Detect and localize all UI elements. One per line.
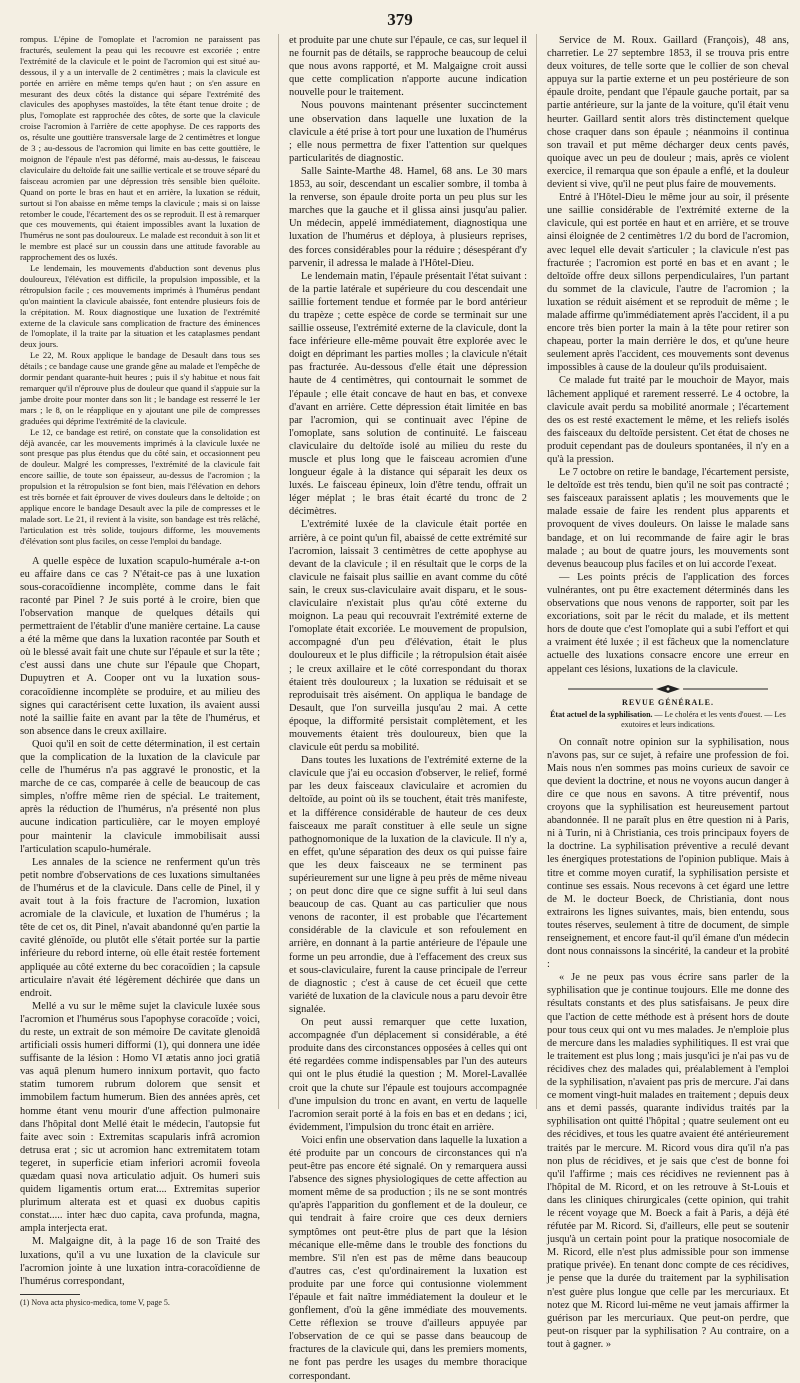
paragraph: Ce malade fut traité par le mouchoir de Mayor, mais lâchement appliqué et rarement resserré. Le 4 octobre, la clavicule avait perdu sa mobilité anormale ; l'écartement des os est resté exactement le même, et les reliefs isolés des faisceaux du deltoïde persistent. Cet état de choses ne produit cependant pas de douleurs spontanées, il n'y en a qu'à la pression. [547, 375, 789, 465]
paragraph: Dans toutes les luxations de l'extrémité externe de la clavicule que j'ai eu occasion d'observer, le relief, formé par les deux faisceaux claviculaire et acromien du deltoïde, au point où ils se touchent, était très manifeste, et la différence considérable de hauteur de ces deux faisceaux me paraît constituer à elle seule un signe pathognomonique de la luxation de la clavicule. Il n'y a, en effet, qu'une séparation des deux os qui puisse faire que les deux faisceaux ne se terminent pas supérieurement sur une ligne à peu près de même niveau ; on peut donc dire que ce signe suffit à lui seul dans beaucoup de cas. Quant au cas particulier que nous venons de raconter, il est probable que l'écartement considérable de la clavicule et son refoulement en arrière, en donnant à la partie antérieure de l'épaule une forme un peu arrondie, due à l'effacement des creux sus et sous-claviculaire, furent la cause principale de l'erreur de diagnostic ; c'est à cause de cet écueil que cette variété de luxation de la clavicule nous a paru devoir être signalée. [289, 755, 527, 1015]
footnote: (1) Nova acta physico-medica, tome V, page 5. [20, 1297, 170, 1307]
paragraph: Les annales de la science ne renferment qu'un très petit nombre d'observations de ces luxations simultanées de l'humérus et de la clavicule. Dans celle de Pinel, il y avait tout à la fois fracture de l'acromion, luxation acromiale de la clavicule, et luxation de l'humérus ; la tête de cet os, dit Pinel, n'avait abandonné qu'en partie la cavité glénoïde, ou plutôt elle s'était portée sur la partie inférieure du rebord interne, où elle était restée fortement appliquée au côté externe du bec coracoïdien ; la capsule articulaire n'avait été légèrement déchirée que dans un endroit. [20, 856, 260, 999]
paragraph: On connaît notre opinion sur la syphilisation, nous n'avons pas, sur ce sujet, à refaire une profession de foi. Mais nous n'en sommes pas moins curieux de savoir ce que devient la doctrine, et nous ne voyons aucun danger à dire ce que nous en savons. A titre préventif, nous croyons que la syphilisation est heureusement partout abandonnée. Il ne paraît plus en être question ni à Paris, ni à Turin, ni à Christiania, ces trois principaux foyers de la doctrine. La syphilisation préventive a reculé devant les énergiques protestations de l'opinion publique. Mais à titre et comme moyen curatif, la syphilisation persiste et continue ses essais. Nous recevons à cet égard une lettre de M. le docteur Boeck, de Christiania, dont nous extrairons les lignes suivantes, mais, bien entendu, sous toutes réserves, seulement à titre de document, de simple renseignement, et encore faut-il qu'il émane d'un médecin dont nous connaissons la sincérité, la candeur et la probité : [547, 736, 789, 971]
paragraph: Entré à l'Hôtel-Dieu le même jour au soir, il présente une saillie considérable de l'extrémité externe de la clavicule, qui est portée en haut et en arrière, et se trouve ainsi éloignée de 2 centimètres 1/2 du bord de l'acromion, avec lequel elle devait s'articuler ; la clavicule n'est pas fracturée ; l'acromion est porté en bas et en avant ; le deltoïde offre deux sillons perpendiculaires, l'un partant du sommet de la clavicule, l'autre de l'acromion ; la luxation se réduit aisément et se reproduit de même ; le malade affirme qu'immédiatement après l'accident, il a pu encore très bien porter la main à la tête pour retirer son chapeau, porter la main derrière le dos, et qu'une heure seulement après l'accident, ces mouvements sont devenus impossibles à cause de la douleur qu'ils produisaient. [547, 192, 789, 374]
right-text [547, 34, 789, 676]
ornamental-divider [547, 684, 789, 694]
paragraph: L'extrémité luxée de la clavicule était portée en arrière, à ce point qu'un fil, abaissé de cette extrémité sur l'acromion, laissait 3 centimètres de cette apophyse au devant de la clavicule ; il en résultait que le corps de la clavicule ne faisait plus saillie en avant comme du côté sain, le creux sus-claviculaire avait disparu, et le sous-claviculaire n'existait plus qu'au côté externe du moignon. La peau qui recouvrait l'extrémité externe de l'omoplate était excoriée. Le mouvement de propulsion, accompagné d'un peu d'élévation, était le plus douloureux et le plus difficile ; la rétropulsion était aisée ; le creux axillaire et le côté correspondant du thorax étaient très douloureux ; la luxation se réduisait et se reproduisait très aisément. On appliqua le bandage de Desault, que l'on surveilla jusqu'au 2 mai. A cette époque, la difformité persistait complètement, et les mouvements étaient très douloureux, bien que la clavicule eût perdu sa mobilité. [289, 519, 527, 754]
paragraph: rompus. L'épine de l'omoplate et l'acromion ne paraissent pas fracturés, seulement la peau qui les recouvre est excoriée ; entre l'extrémité de la clavicule et le point de l'acromion qui est situé au-dessous, il y a un intervalle de 2 centimètres ; mais la clavicule est portée en arrière en même temps qu'en haut ; on s'en assure en mesurant des deux côtés la distance qui sépare l'extrémité des clavicules des apophyses mastoïdes, la tête étant tenue droite ; de plus, l'omoplate est rapprochée des côtes, de sorte que la clavicule croise l'acromion à l'arrière de cette apophyse. De ces rapports des os, résulte une gouttière transversale large de 2 centimètres et longue de 3 ; au-dessous de l'acromion qui limite en bas cette gouttière, le moignon de l'épaule n'est pas déformé, mais au-dessus, le faisceau claviculaire du deltoïde fait une saillie verticale et se trouve séparé du faisceau acromien par une dépression très sensible bien quéloite. Quand on porte le bras en haut et en arrière, la luxation se réduit, surtout si l'on abaisse en même temps la clavicule ; mais si on laisse retomber le coude, l'écartement des os se reproduit. Il est à remarquer que ces mouvements, qui étaient impossibles avant la luxation de l'humérus ne sont pas douloureux. Le malade est reconduit à son lit et le membre est placé sur un coussin dans une attitude favorable au rapprochement des os luxés. [20, 34, 260, 263]
paragraph: On peut aussi remarquer que cette luxation, accompagnée d'un déplacement si considérable, a été produite dans des circonstances opposées à celles qui ont été regardées comme indispensables par l'un des auteurs qui ont le plus étudié la question ; M. Morel-Lavallée croit que la chute sur l'épaule est toujours accompagnée d'une impulsion du tronc en avant, en vertu de laquelle l'acromion serait porté à la fois en bas et en dedans ; ici, évidemment, l'impulsion du tronc était en arrière. [289, 1017, 527, 1133]
paragraph: Nous pouvons maintenant présenter succinctement une observation dans laquelle une luxation de la clavicule a été prise à tort pour une luxation de l'humérus ; elle nous permettra de fixer l'attention sur quelques particularités de diagnostic. [289, 100, 527, 164]
subtitle-rest: — Le choléra et les vents d'ouest. — Les exutoires et leurs indications. [621, 709, 786, 729]
paragraph: Le 7 octobre on retire le bandage, l'écartement persiste, le deltoïde est très tendu, bien qu'il ne soit pas contracté ; ses faisceaux paraissent aplatis ; les mouvements que le malade essaie de faire les rendent plus apparents et provoquent de vives douleurs. On laisse le malade sans bandage, et on lui recommande de faire agir le bras malade ; au bout de quatre jours, les mouvements sont devenus beaucoup plus faciles et on lui accorde l'exeat. [547, 467, 789, 570]
middle-text [289, 34, 527, 1383]
ornament-rule-icon [568, 684, 768, 694]
paragraph: Salle Sainte-Marthe 48. Hamel, 68 ans. Le 30 mars 1853, au soir, descendant un escalier sombre, il tomba à la renverse, son épaule droite porta un peu plus sur les marches que la gauche et il glissa ainsi jusqu'au palier. Un médecin, appelé immédiatement, diagnostiqua une luxation de l'humérus et déploya, à plusieurs reprises, des forces considérables pour la réduire ; désespérant d'y parvenir, il adressa le malade à l'Hôtel-Dieu. [289, 165, 527, 269]
discussion-text [20, 555, 260, 1288]
paragraph: — Les points précis de l'application des forces vulnérantes, ont pu être exactement déterminés dans les observations que nous venons de rapporter, soit par les excoriations, soit par le récit du malade, et ils mettent hors de doute que c'est l'omoplate qui a subi l'effort et qui a vraiment été luxée ; il est fâcheux que la nomenclature actuelle des luxations consacre encore une erreur en appelant ces lésions, luxations de la clavicule. [547, 571, 789, 675]
paragraph: Quoi qu'il en soit de cette détermination, il est certain que la complication de la luxation de la clavicule par celle de l'humérus n'a pas aggravé le pronostic, et la marche de ce cas, comparée à celle de beaucoup de cas simples, n'offre même rien de spécial. Le traitement, après la réduction de l'humérus, n'a présenté non plus aucune indication particulière, car le moyen employé pour maintenir la clavicule immobilisait aussi l'articulation scapulo-humérale. [20, 738, 260, 855]
paragraph: Le 22, M. Roux applique le bandage de Desault dans tous ses détails ; ce bandage cause une grande gêne au malade et l'empêche de dormir pendant quarante-huit heures ; puis il s'y habitue et nous fait remarquer qu'il n'éprouve plus de douleur que quand il s'appuie sur la jambe droite pour monter dans son lit ; le bandage est resserré le 1er mars ; le 8, on le réapplique en y ajoutant une pile de compresses graduées qui déprime l'extrémité de la clavicule. [20, 350, 260, 426]
section-subtitle [547, 710, 789, 730]
paragraph: Le 12, ce bandage est retiré, on constate que la consolidation est déjà avancée, car les mouvements imprimés à la clavicule luxée ne sont presque pas plus étendus que du côté sain, et occasionnent peu de douleur. Malgré les compresses, l'extrémité de la clavicule fait encore saillie, de toute son épaisseur, au-dessus de l'acromion ; la propulsion et la rétropulsion se font bien, mais l'élévation en dehors est très bornée et fait éprouver de vives douleurs dans le deltoïde ; on applique encore le bandage Desault avec la pile de compresses et le malade sort. Le 21, il revient à la visite, son bandage est très relâché, l'articulation est très solide, toujours difforme, les mouvements d'élévation sont plus faciles, on cesse l'emploi du bandage. [20, 426, 260, 546]
column-left [20, 34, 260, 1307]
footnote-rule [20, 1294, 80, 1295]
paragraph: et produite par une chute sur l'épaule, ce cas, sur lequel il ne fournit pas de détails, se rapproche beaucoup de celui que nous avons rapporté, et M. Malgaigne croit aussi que cette complication n'apporte aucune indication nouvelle pour le traitement. [289, 35, 527, 99]
review-text [547, 736, 789, 1351]
case-report-small-print [20, 34, 260, 547]
paragraph: Le lendemain, les mouvements d'abduction sont devenus plus douloureux, l'élévation est difficile, la propulsion impossible, et la rétropulsion facile ; ces mouvements imprimés à l'humérus pendant qu'on maintient la clavicule abaissée, font entendre plusieurs fois de la crépitation. M. Roux diagnostique une luxation de l'extrémité externe de la clavicule sans complication de fracture des éminences de l'omoplate, il la traite par la situation et les cataplasmes pendant deux jours. [20, 263, 260, 350]
paragraph: Service de M. Roux. Gaillard (François), 48 ans, charretier. Le 27 septembre 1853, il se trouva pris entre deux voitures, de telle sorte que le collier de son cheval appuya sur la partie externe et un peu postérieure de son épaule droite, pendant que l'épaule gauche portait, par sa partie antérieure, sur la jante de la voiture, qu'il était venu heurter. Gaillard sentit alors très distinctement quelque chose craquer dans son épaule ; néanmoins il continua son travail et put même décharger deux cents pavés, quoique avec un peu de douleur ; mais, après ce violent exercice, il remarqua que son épaule a enflé, et la douleur devient si vive, qu'il ne peut plus faire de mouvements. [547, 35, 789, 191]
paragraph: A quelle espèce de luxation scapulo-humérale a-t-on eu affaire dans ce cas ? N'était-ce pas à une luxation sous-coracoïdienne incomplète, comme dans le fait raconté par Pinel ? Je suis porté à le croire, bien que l'observation manque de quelques détails qui permettraient de l'établir d'une manière certaine. La cause a été la même que dans la luxation racontée par South et où le blessé avait fait une chute sur l'épaule et sur la tête ; c'est aussi dans une chute sur l'épaule que Chopart, Dupuytren et A. Cooper ont vu la luxation sous-coracoïdienne incomplète se produire, et au milieu des signes qui caractérisent cette luxation, ils avaient aussi noté la saillie faite en avant par la tête de l'humérus, et son absence dans le creux axillaire. [20, 555, 260, 737]
paragraph: Le lendemain matin, l'épaule présentait l'état suivant : de la partie latérale et supérieure du cou descendait une saillie fortement tendue et formée par le bord antérieur du trapèze ; cette espèce de corde se terminait sur une saillie osseuse, l'extrémité externe de la clavicule, dont la face inférieure elle-même pouvait être explorée avec le doigt en déprimant les parties molles ; la clavicule n'était pas fracturée. Au-dessous d'elle était une dépression haute de 4 centimètres, qui contournait le sommet de l'épaule ; elle était concave de haut en bas, et convexe d'avant en arrière. Cette dépression était limitée en bas par l'acromion, qui se continuait avec l'épine de l'omoplate, sans solution de continuité. Le faisceau claviculaire du deltoïde isolé au milieu du reste du muscle et plus long que le faisceau acromien d'une longueur égale à la distance qui séparait les deux os luxés. Le faisceau épineux, loin d'être tendu, offrait un léger méplat ; le bras était écarté du tronc de 2 décimètres. [289, 270, 527, 518]
paragraph: M. Malgaigne dit, à la page 16 de son Traité des luxations, qu'il a vu une luxation de la clavicule sur l'acromion jointe à une luxation intra-coracoïdienne de l'humérus correspondant, [20, 1236, 260, 1287]
paragraph: « Je ne peux pas vous écrire sans parler de la syphilisation que je continue toujours. Elle me donne des résultats constants et des plus satisfaisans. Je peux dire que l'action de cette méthode est à présent hors de doute pour tous ceux qui ont vu mes malades. Je n'emploie plus de mercure dans les maladies syphilitiques. Il est vrai que le traitement est plus long ; mais jusqu'ici je n'ai pas vu de récidives chez des malades qui, préalablement à l'emploi de la syphilisation, n'avaient pas pris de mercure. J'ai dans ce moment vingt-huit malades en traitement ; depuis deux ans et demi passés, quarante individus traités par la syphilisation ont quitté l'hôpital ; quatre seulement ont eu des récidives, et tous les quatre avaient été antérieurement traités par le mercure. M. Ricord vous dira qu'il n'a pas non plus de récidives, et je sais que c'est de bonne foi qu'il l'affirme ; mais ces récidives ne reviennent pas à l'hôpital de M. Ricord, et on les retrouve à St-Louis et dans les cliniques chirurgicales (cette opinion, qui trahit le récent voyage que M. Boeck a fait à Paris, a déjà été réfutée par M. Ricord. Si, d'ailleurs, elle peut se soutenir jusqu'à un certain point pour la pratique nosocomiale de M. Ricord, elle n'est plus admissible pour son immense pratique privée). En tenant donc compte de ces récidives, je pense que la durée du traitement par la syphilisation n'est guère plus longue que celle par les mercuriaux. Et notez que M. Ricord lui-même ne veut jamais affirmer la guérison par les mercuriaux. Que peut-on perdre, que peut-on risquer par la syphilisation ? Au contraire, on a tout à gagner. » [547, 972, 789, 1350]
column-right [536, 34, 789, 1350]
column-middle [278, 34, 527, 1382]
page-number: 379 [387, 10, 413, 29]
section-heading: REVUE GÉNÉRALE. [622, 697, 714, 707]
paragraph: Mellé a vu sur le même sujet la clavicule luxée sous l'acromion et l'humérus sous l'apophyse coracoïde ; voici, du reste, un extrait de son mémoire De cavitate glenoidâ artificiali ossis humeri difformi (1), qui donnera une idée suffisante de la lésion : Homo VI ætatis anno joci gratiâ vas aquâ plenum humero innixum portavit, quo facto statim tumorem rubrum dolorem que sensit et immobilem factum humerum. Bien des années après, cet homme étant venu mourir d'une affection pulmonaire dans l'hôpital dont Mellé était le médecin, l'autopsie fut faite avec soin : Extremitas scapularis infrâ acromion detrusa erat ; sic ut acromion hanc extremitatem totam tegeret, in superficie etiam inferiori acromii foveola quædam quasi nova articulatio adjuit. Os humeri suis quidem ligamentis ortum erat.... Extremitas superior plurimum alterata est et quasi ex duobus capitis constat..... inter hæc duo capita, cava profunda, magna, ampla interjecta erat. [20, 1000, 260, 1235]
subtitle-lead: État actuel de la syphilisation. [550, 709, 653, 719]
paragraph: Voici enfin une observation dans laquelle la luxation a été produite par un concours de circonstances qui n'a peut-être pas encore été signalé. On y remarquera aussi l'absence des signes physiologiques de cette affection au moment même de sa production ; ils ne se sont montrés qu'après l'apparition du gonflement et de la douleur, ce qui tendrait à faire croire que ces deux derniers symptômes ont peut-être plus de part que la lésion mécanique elle-même dans le trouble des fonctions du membre. S'il n'en est pas de même dans beaucoup d'autres cas, c'est qu'ordinairement la luxation est produite par une force qui contusionne violemment l'épaule et fait naître immédiatement la douleur et le gonflement, d'où la gêne immédiate des mouvements. Cette réflexion se trouve d'ailleurs appuyée par l'observation de ce qui se passe dans beaucoup de fractures de la clavicule qui, dans les premiers moments, ne font pas perdre les usages du membre thoracique correspondant. [289, 1134, 527, 1382]
